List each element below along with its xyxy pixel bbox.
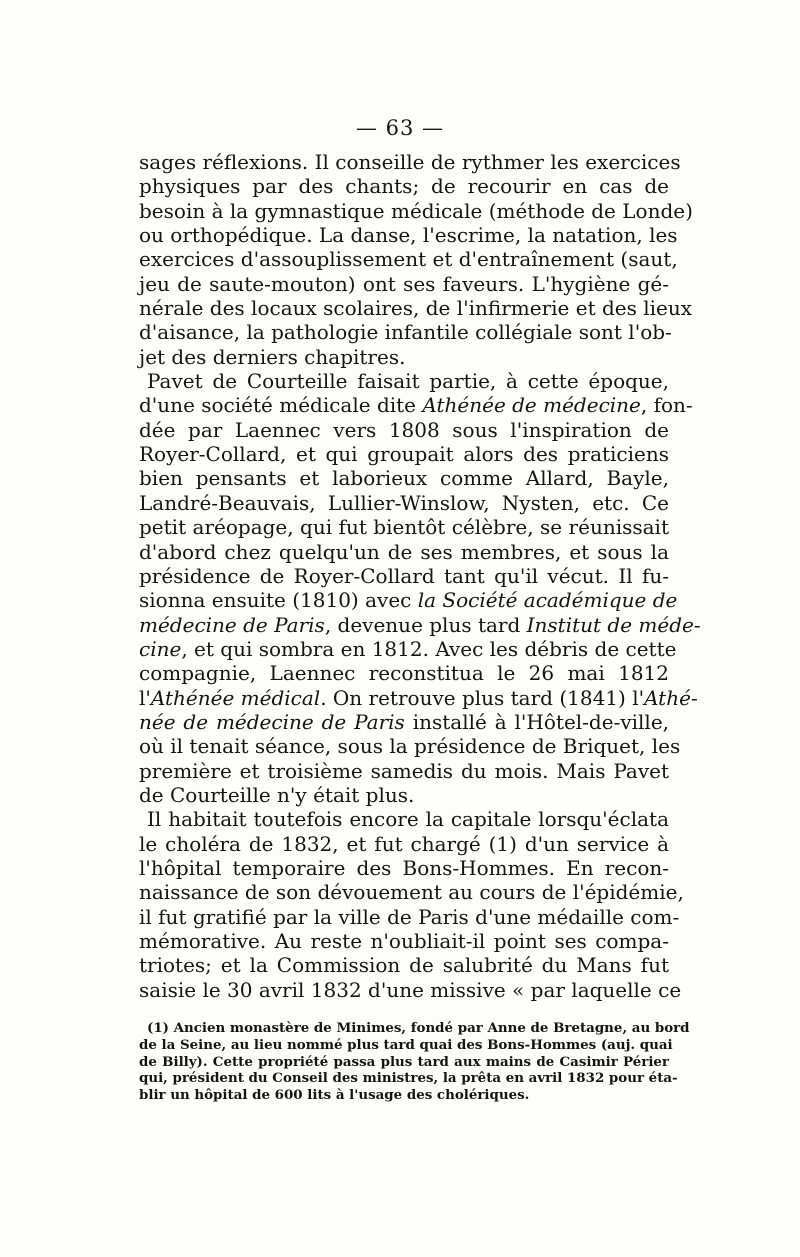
- text-line: jet des derniers chapitres.: [139, 344, 406, 369]
- text-line: petit aréopage, qui fut bientôt célèbre, se réunissait: [139, 515, 669, 540]
- text-line: naissance de son dévouement au cours de l'épidémie,: [139, 880, 684, 905]
- text-line: saisie le 30 avril 1832 d'une missive « par laquelle ce: [139, 977, 682, 1002]
- text-line: sionna ensuite (1810) avec la Société académique de: [139, 588, 678, 613]
- text-line: d'aisance, la pathologie infantile collégiale sont l'ob-: [139, 320, 672, 345]
- text-line: nérale des locaux scolaires, de l'infirmerie et des lieux: [139, 296, 693, 321]
- main-text: [139, 150, 701, 1002]
- footnote-line: (1) Ancien monastère de Minimes, fondé par Anne de Bretagne, au bord: [147, 1020, 690, 1036]
- text-line: Landré-Beauvais, Lullier-Winslow, Nysten, etc. Ce: [139, 490, 669, 515]
- footnote-line: blir un hôpital de 600 lits à l'usage des cholériques.: [139, 1087, 530, 1104]
- footnote-line: de Billy). Cette propriété passa plus tard aux mains de Casimir Périer: [139, 1053, 669, 1070]
- text-line: médecine de Paris, devenue plus tard Institut de méde-: [139, 612, 701, 637]
- text-line: née de médecine de Paris installé à l'Hôtel-de-ville,: [139, 709, 670, 734]
- text-line: mémorative. Au reste n'oubliait-il point ses compa-: [139, 929, 669, 953]
- footnote: [139, 1020, 690, 1104]
- text-line: d'une société médicale dite Athénée de médecine, fon-: [139, 393, 693, 418]
- text-line: ou orthopédique. La danse, l'escrime, la natation, les: [139, 223, 678, 248]
- text-line: exercices d'assouplissement et d'entraînement (saut,: [139, 247, 678, 272]
- text-line: l'hôpital temporaire des Bons-Hommes. En recon-: [139, 855, 669, 880]
- text-line: dée par Laennec vers 1808 sous l'inspiration de: [139, 417, 669, 442]
- text-line: Pavet de Courteille faisait partie, à cette époque,: [147, 369, 669, 394]
- text-line: triotes; et la Commission de salubrité du Mans fut: [139, 953, 669, 978]
- footnote-line: de la Seine, au lieu nommé plus tard quai des Bons-Hommes (auj. quai: [139, 1036, 673, 1053]
- page-number: — 63 —: [355, 116, 445, 140]
- text-line: Royer-Collard, et qui groupait alors des praticiens: [139, 442, 669, 467]
- text-line: physiques par des chants; de recourir en cas de: [139, 174, 669, 199]
- text-line: sages réflexions. Il conseille de rythmer les exercices: [139, 150, 681, 174]
- text-line: besoin à la gymnastique médicale (méthode de Londe): [139, 198, 693, 223]
- text-line: première et troisième samedis du mois. Mais Pavet: [139, 758, 669, 783]
- text-line: compagnie, Laennec reconstitua le 26 mai 1812: [139, 661, 669, 686]
- text-line: cine, et qui sombra en 1812. Avec les débris de cette: [139, 636, 677, 661]
- text-line: l'Athénée médical. On retrouve plus tard (1841) l'Athé-: [139, 685, 698, 710]
- text-line: d'abord chez quelqu'un de ses membres, et sous la: [139, 539, 669, 564]
- text-line: où il tenait séance, sous la présidence de Briquet, les: [139, 734, 681, 759]
- text-line: le choléra de 1832, et fut chargé (1) d'un service à: [139, 831, 669, 856]
- footnote-line: qui, président du Conseil des ministres, la prêta en avril 1832 pour éta-: [139, 1070, 678, 1087]
- text-line: il fut gratifié par la ville de Paris d'une médaille com-: [139, 904, 680, 929]
- text-line: bien pensants et laborieux comme Allard, Bayle,: [139, 466, 669, 491]
- text-line: Il habitait toutefois encore la capitale lorsqu'éclata: [147, 807, 669, 832]
- text-line: présidence de Royer-Collard tant qu'il vécut. Il fu-: [139, 563, 669, 588]
- text-line: de Courteille n'y était plus.: [139, 782, 415, 807]
- text-line: jeu de saute-mouton) ont ses faveurs. L'hygiène gé-: [139, 271, 669, 296]
